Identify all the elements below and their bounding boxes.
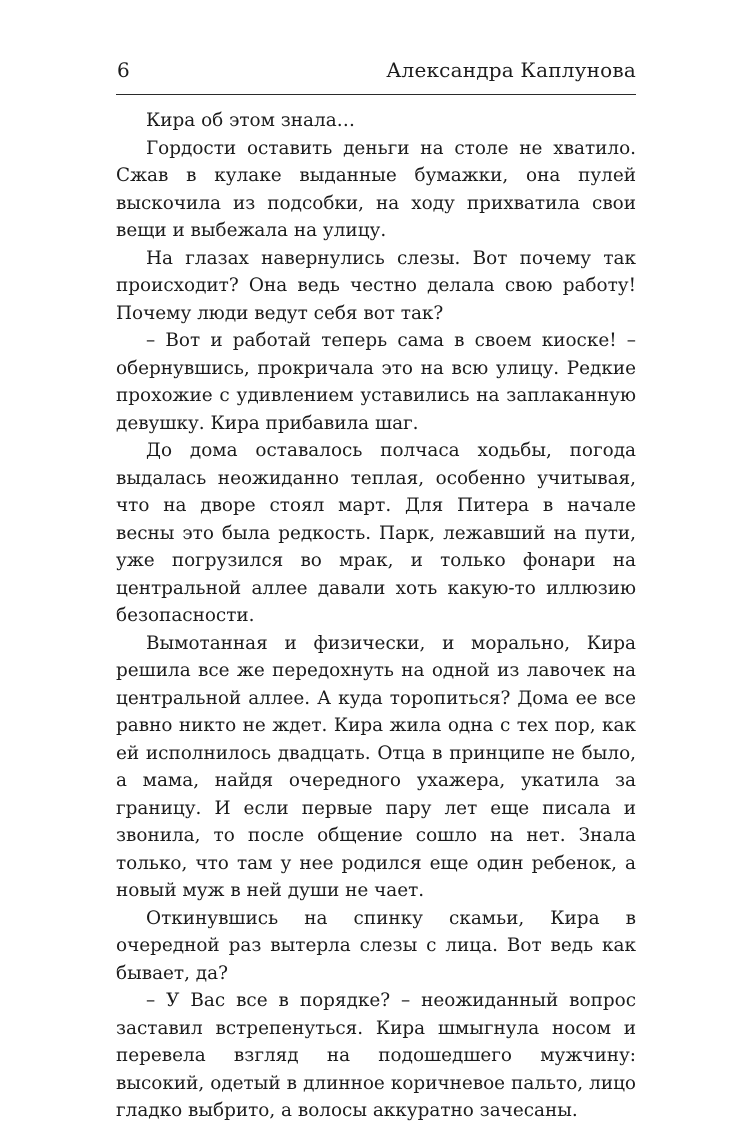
paragraph: На глазах навернулись слезы. Вот почему так происходит? Она ведь честно делала свою работу! Почему люди ведут себя вот так? [116, 247, 636, 324]
paragraph: – Вот и работай теперь сама в своем киоске! – обернувшись, прокричала это на всю улицу. Редкие прохожие с удивлением уставились на заплаканную девушку. Кира прибавила шаг. [116, 330, 636, 434]
paragraph: До дома оставалось полчаса ходьбы, погода выдалась неожиданно теплая, особенно учитывая, что на дворе стоял март. Для Питера в начале весны это была редкость. Парк, лежавший на пути, уже погрузился во мрак, и только фонари на центральной аллее давали хоть какую-то иллюзию безопасности. [116, 440, 636, 626]
running-title: Александра Каплунова [386, 58, 636, 82]
page-number: 6 [117, 58, 130, 82]
paragraph: Вымотанная и физически, и морально, Кира решила все же передохнуть на одной из лавочек на центральной аллее. А куда торопиться? Дома ее все равно никто не ждет. Кира жила одна с тех пор, как ей исполнилось двадцать. Отца в принципе не было, а мама, найдя очередного ухажера, укатила за границу. И если первые пару лет еще писала и звонила, то после общение сошло на нет. Знала только, что там у нее родился еще один ребенок, а новый муж в ней души не чает. [116, 632, 636, 901]
paragraph: Гордости оставить деньги на столе не хватило. Сжав в кулаке выданные бумажки, она пулей выскочила из подсобки, на ходу прихватила свои вещи и выбежала на улицу. [116, 137, 636, 241]
page-header [116, 52, 636, 95]
paragraph: Кира об этом знала… [146, 110, 356, 131]
body-text [116, 107, 636, 1125]
paragraph: Откинувшись на спинку скамьи, Кира в очередной раз вытерла слезы с лица. Вот ведь как бывает, да? [116, 907, 636, 984]
paragraph: – У Вас все в порядке? – неожиданный вопрос заставил встрепенуться. Кира шмыгнула носом и перевела взгляд на подошедшего мужчину: высокий, одетый в длинное коричневое пальто, лицо гладко выбрито, а волосы аккуратно зачесаны. [116, 990, 636, 1121]
